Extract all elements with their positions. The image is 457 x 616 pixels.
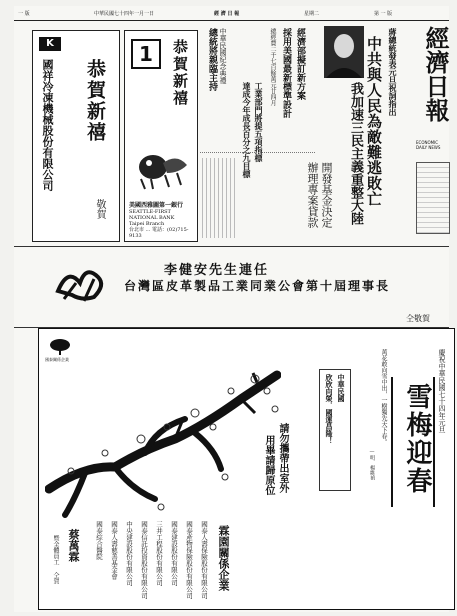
bank-number-logo: 1	[131, 39, 161, 69]
company-3: 三井工程股份有限公司	[155, 521, 163, 586]
news-kicker: 蔣總統發表元旦祝詞指出	[388, 28, 398, 116]
plum-blossom-branch-icon	[45, 369, 281, 519]
company-5: 中央建設股份有限公司	[125, 521, 133, 586]
news-sub-1: 開發基金決定	[320, 162, 333, 228]
news-headline-1: 中共與人民為敵難逃敗亡	[365, 36, 383, 207]
poem-line-1: 萬花敢向雪中出，一樹獨先天下春。	[380, 349, 387, 445]
news-body-text	[202, 158, 236, 238]
tree-logo-icon	[49, 339, 71, 355]
band-sign: 仝敬賀	[406, 314, 430, 323]
paper-name: 經濟日報	[421, 26, 450, 122]
kangli-sign: 敬賀	[94, 199, 105, 219]
paper-title-column	[414, 22, 449, 242]
slogan-1: 中華民國	[337, 374, 346, 402]
greeting-frame	[391, 377, 435, 507]
bank-name-en: SEATTLE-FIRST NATIONAL BANK	[129, 209, 175, 221]
masthead-strip	[14, 6, 449, 21]
company-6: 國泰人壽慈善基金會	[110, 521, 118, 580]
paper-small: 經 濟 日 報	[214, 11, 240, 17]
kangli-logo: K	[39, 37, 61, 51]
band-line-1: 李健安先生連任	[164, 263, 270, 278]
band-line-2: 台灣區皮革製品工業同業公會第十屆理事長	[124, 279, 391, 293]
news-headline-2: 我加速三民主義重整大陸	[348, 82, 363, 225]
ad-kangli	[32, 30, 120, 242]
newspaper-page	[14, 6, 449, 612]
paper-info-box	[416, 162, 450, 234]
date-label: 中華民國七十四年一月一日	[94, 11, 155, 17]
news-sub-6: 工業部門將提五項指標	[254, 82, 264, 162]
news-sub-2: 辦理專案貸款	[306, 162, 319, 228]
news-sub-4: 採用美國最新標準設計	[281, 28, 291, 118]
ad-first-bank	[124, 30, 198, 242]
company-list	[87, 521, 209, 601]
lion-dance-icon	[133, 143, 191, 193]
company-4: 國泰信託投資股份有限公司	[140, 521, 148, 599]
chairman-name: 蔡萬霖	[67, 529, 80, 562]
bank-greeting-a: 恭賀新禧	[171, 39, 189, 107]
bank-branch: Taipei Branch	[129, 221, 165, 227]
president-portrait-photo	[324, 26, 364, 78]
cathay-ad	[38, 328, 455, 610]
weekday-label: 星期二	[304, 11, 320, 17]
group-name: 霖園關係企業	[217, 525, 230, 591]
news-sub-9: 總統將親臨主持	[207, 28, 217, 91]
poem-line-2: —明．楊維禎	[369, 449, 375, 480]
slogan-2: 欣欣向榮．國運昌隆！	[325, 374, 334, 444]
issue-label: 第 一 版	[374, 11, 393, 17]
slogan-box	[319, 369, 351, 491]
company-0: 國泰人壽保險股份有限公司	[200, 521, 208, 599]
celebrate-text: 慶祝中華民國七十四年元旦	[438, 349, 446, 433]
calligraphy-mark-icon	[54, 261, 110, 305]
company-1: 國泰產物保險股份有限公司	[185, 521, 193, 599]
news-sub-5: 總經費二千七百餘萬元廿四月	[269, 28, 276, 106]
cathay-logo-caption: 國泰關係企業	[45, 357, 69, 362]
bank-name: 美國西雅圖第一銀行	[129, 202, 184, 209]
company-7: 國泰綜合醫院	[95, 521, 103, 560]
bank-address: 台北市 ... 電話：(02)715-9133	[129, 227, 189, 239]
news-sub-7: 達成今年成長百分之九目標	[242, 82, 252, 178]
paper-name-en: ECONOMIC DAILY NEWS	[416, 140, 441, 150]
band-ad	[14, 246, 449, 328]
chairman-note: 暨全體員工 仝賀	[52, 535, 59, 584]
news-block	[200, 22, 412, 242]
company-2: 國泰建設股份有限公司	[170, 521, 178, 586]
news-sub-3: 經濟部擬訂新方案	[295, 28, 305, 100]
page-label: 一 版	[18, 11, 30, 17]
notice-line-1: 請勿攜帶出室外	[277, 423, 288, 493]
kangli-greeting: 恭賀新禧	[84, 59, 106, 143]
news-sub-8: 中華民國紀念典禮	[219, 28, 227, 84]
greeting-xuemei: 雪梅迎春	[402, 383, 432, 495]
notice-line-2: 用畢請歸原位	[263, 435, 274, 495]
kangli-company: 國祥冷凍機械股份有限公司	[41, 59, 54, 191]
